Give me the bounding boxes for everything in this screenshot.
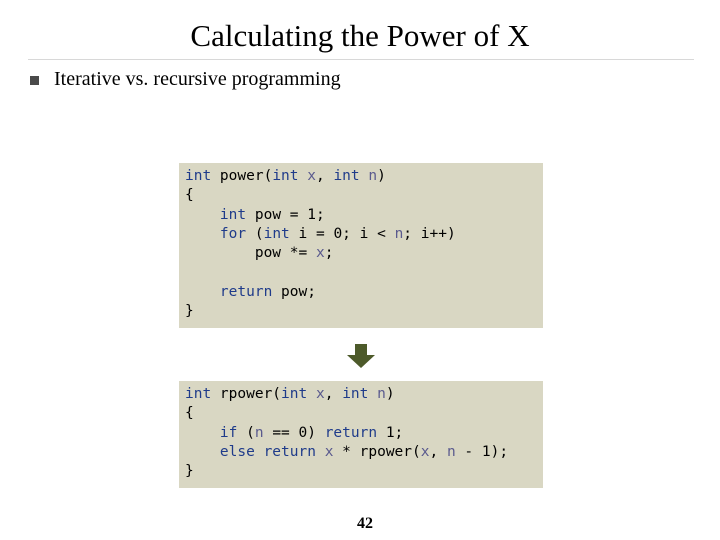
code-text: i = 0; i < [289,225,395,242]
code-text: , [429,443,447,460]
code-line [185,302,543,321]
code-line [185,385,543,404]
code-keyword: else [219,443,255,460]
code-line [185,225,543,244]
code-keyword: int [185,386,212,402]
code-text: ) [385,386,395,402]
code-line [185,283,543,302]
code-text [299,168,308,184]
code-text [185,207,220,223]
title-divider [28,59,694,60]
code-keyword: for [219,225,247,242]
bullet-item [30,68,341,91]
code-keyword: int [185,168,212,184]
code-text: , [324,386,343,402]
code-keyword: int [219,206,247,223]
code-keyword: int [272,168,299,184]
code-text: == 0) [263,424,325,441]
code-line [185,424,543,443]
code-text [255,444,264,460]
code-text: pow; [272,283,316,300]
code-keyword: int [333,168,360,184]
code-text [316,444,325,460]
code-identifier: n [254,424,264,441]
code-line [185,186,543,205]
code-keyword: if [219,424,238,441]
code-keyword: int [342,386,369,402]
code-line [185,263,543,282]
bullet-text: Iterative vs. recursive programming [54,68,341,90]
code-text: pow = 1; [246,206,325,223]
square-bullet-icon [30,76,39,85]
code-text: ) [377,168,386,184]
code-keyword: return [263,443,316,460]
code-text: ; [324,245,334,262]
down-arrow-icon [347,344,375,368]
code-text: , [315,168,334,184]
code-identifier: n [368,168,378,184]
code-text [185,444,220,460]
code-text: pow *= [185,245,316,262]
code-keyword: int [263,225,290,242]
code-text: rpower( [211,386,282,402]
code-text: ; i++) [403,225,456,242]
page-number: 42 [357,515,373,532]
iterative-code-text [179,163,543,321]
code-text: { [185,405,194,422]
code-identifier: n [394,225,404,242]
code-identifier: x [307,168,316,184]
code-text: ( [237,424,255,441]
code-identifier: x [420,443,430,460]
code-text [185,284,220,300]
code-identifier: n [377,386,386,402]
code-line [185,404,543,423]
code-line [185,462,543,481]
code-text: power( [211,168,273,184]
code-line [185,206,543,225]
code-text [307,386,316,402]
code-line [185,244,543,263]
code-line [185,443,543,462]
code-text: 1; [377,424,404,441]
slide-title: Calculating the Power of X [190,18,530,53]
code-identifier: x [315,245,325,262]
code-keyword: int [281,386,308,402]
code-line [185,167,543,186]
code-text: } [185,463,194,480]
code-keyword: return [324,424,378,441]
code-text: { [185,187,194,204]
code-identifier: n [446,443,456,460]
recursive-code-text [179,381,543,481]
code-identifier: x [315,386,325,402]
iterative-code-block [179,163,543,328]
code-text [368,386,377,402]
code-text [185,425,220,441]
code-identifier: x [324,443,334,460]
code-text: ( [246,225,264,242]
code-text: - 1); [455,443,509,460]
code-text [185,226,220,242]
code-text: } [185,303,194,320]
code-keyword: return [219,283,273,300]
recursive-code-block [179,381,543,488]
code-text: * rpower( [333,443,421,460]
